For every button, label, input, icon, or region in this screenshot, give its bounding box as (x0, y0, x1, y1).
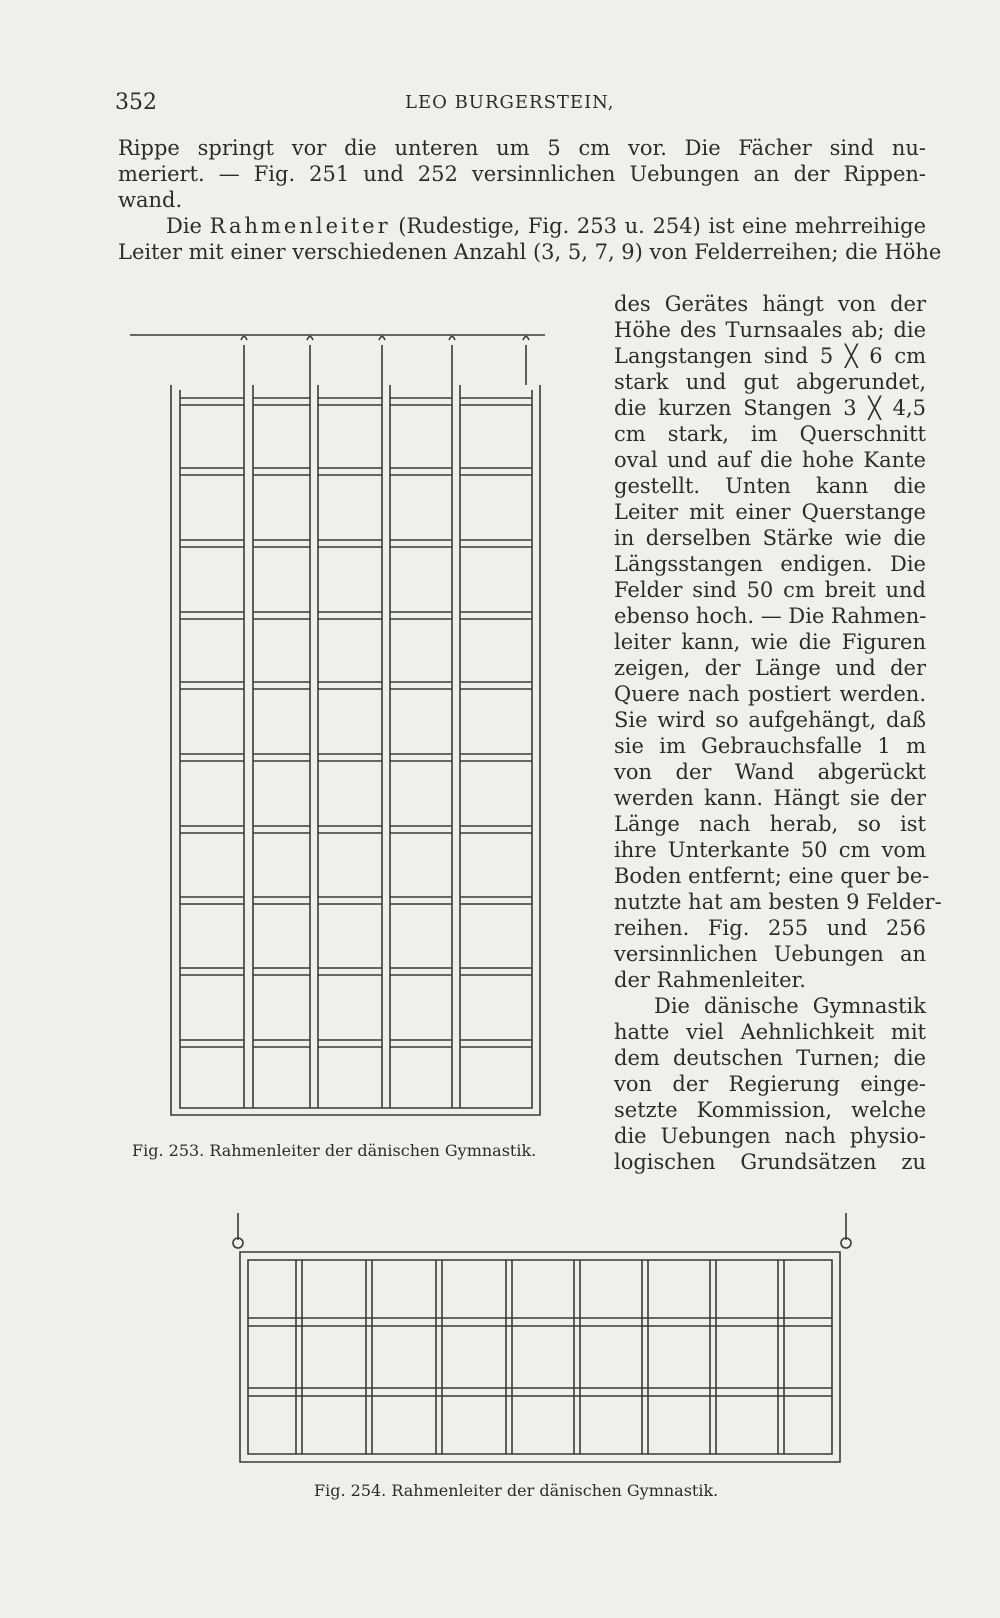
text-line: Rippe springt vor die unteren um 5 cm vor. Die Fächer sind nu- (118, 136, 926, 160)
hook-icon (523, 337, 529, 341)
figure-254-caption: Fig. 254. Rahmenleiter der dänischen Gymnastik. (314, 1481, 719, 1500)
text-line: Leiter mit einer verschiedenen Anzahl (3, 5, 7, 9) von Felderreihen; die Höhe (118, 240, 942, 264)
text-line: Länge nach herab, so ist (614, 812, 926, 836)
text-line: Höhe des Turnsaales ab; die (614, 318, 926, 342)
running-head: LEO BURGERSTEIN, (405, 92, 615, 113)
hook-icon (241, 337, 247, 341)
text-line: des Gerätes hängt von der (614, 292, 926, 316)
hook-icon (449, 337, 455, 341)
text-line: Langstangen sind 5 ╳ 6 cm (614, 344, 926, 368)
page-number: 352 (115, 90, 157, 115)
text-line: in derselben Stärke wie die (614, 526, 926, 550)
text-span: (Rudestige, Fig. 253 u. 254) ist eine mehrreihige (390, 214, 927, 238)
text-line: Quere nach postiert werden. (614, 682, 926, 706)
term-rahmenleiter: Rahmenleiter (209, 214, 391, 238)
text-line: Längsstangen endigen. Die (614, 552, 926, 576)
text-line: die kurzen Stangen 3 ╳ 4,5 (614, 396, 926, 420)
hook-icon (379, 337, 385, 341)
ladder-frame-inner (180, 390, 532, 1108)
text-line: versinnlichen Uebungen an (614, 942, 926, 966)
text-line: meriert. — Fig. 251 und 252 versinnlichen Uebungen an der Rippen- (118, 162, 926, 186)
hook-icon (307, 337, 313, 341)
figure-254-horizontal-ladder (233, 1213, 851, 1462)
text-line: Die dänische Gymnastik (654, 994, 926, 1018)
figure-253-caption: Fig. 253. Rahmenleiter der dänischen Gymnastik. (132, 1141, 537, 1160)
figure-253-vertical-ladder (130, 335, 545, 1115)
text-line: logischen Grundsätzen zu (614, 1150, 926, 1174)
text-line: ihre Unterkante 50 cm vom (614, 838, 926, 862)
text-line: Leiter mit einer Querstange (614, 500, 926, 524)
text-line: werden kann. Hängt sie der (614, 786, 926, 810)
text-line: reihen. Fig. 255 und 256 (614, 916, 926, 940)
ladder-frame (240, 1252, 840, 1462)
text-line: ebenso hoch. — Die Rahmen- (614, 604, 927, 628)
text-line: Boden entfernt; eine quer be- (614, 864, 930, 888)
text-line: von der Wand abgerückt (614, 760, 926, 784)
ladder-frame-inner (248, 1260, 832, 1454)
text-line: der Rahmenleiter. (614, 968, 806, 992)
text-line: setzte Kommission, welche (614, 1098, 926, 1122)
text-line: Felder sind 50 cm breit und (614, 578, 926, 602)
text-line: von der Regierung einge- (614, 1072, 926, 1096)
text-line: hatte viel Aehnlichkeit mit (614, 1020, 926, 1044)
text-line: cm stark, im Querschnitt (614, 422, 926, 446)
text-line: wand. (118, 188, 183, 212)
text-line: sie im Gebrauchsfalle 1 m (614, 734, 926, 758)
text-line: Sie wird so aufgehängt, daß (614, 708, 926, 732)
text-line: nutzte hat am besten 9 Felder- (614, 890, 942, 914)
ladder-frame (171, 385, 540, 1115)
text-line: dem deutschen Turnen; die (614, 1046, 926, 1070)
text-line: oval und auf die hohe Kante (614, 448, 926, 472)
text-span: Die (166, 214, 210, 238)
text-line: zeigen, der Länge und der (614, 656, 926, 680)
text-line: leiter kann, wie die Figuren (614, 630, 926, 654)
text-line: gestellt. Unten kann die (614, 474, 926, 498)
text-line: stark und gut abgerundet, (614, 370, 926, 394)
text-line: die Uebungen nach physio- (614, 1124, 926, 1148)
